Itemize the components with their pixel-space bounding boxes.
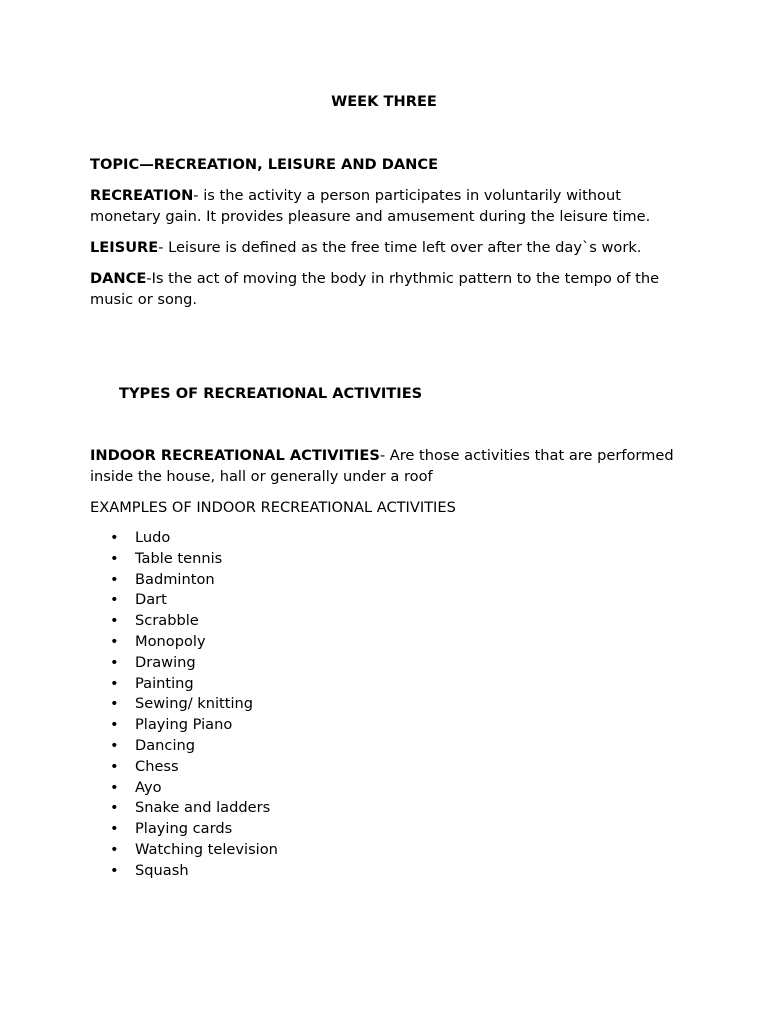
definition-dance	[90, 268, 680, 310]
definition-text: - Leisure is defined as the free time left over after the day`s work.	[158, 239, 642, 256]
indoor-term: INDOOR RECREATIONAL ACTIVITIES	[90, 447, 380, 464]
bullet-icon: •	[110, 674, 119, 692]
bullet-icon: •	[110, 549, 119, 567]
list-item	[90, 798, 278, 819]
definition-text: -Is the act of moving the body in rhythmic pattern to the tempo of the music or song.	[90, 270, 660, 308]
list-item	[90, 736, 278, 757]
definition-recreation	[90, 185, 680, 227]
bullet-icon: •	[110, 840, 119, 858]
list-item	[90, 715, 278, 736]
list-item-text: Playing cards	[135, 820, 233, 838]
definition-leisure	[90, 237, 680, 258]
list-item	[90, 653, 278, 674]
list-item-text: Painting	[135, 674, 194, 692]
list-item-text: Drawing	[135, 653, 196, 671]
list-item	[90, 819, 278, 840]
bullet-icon: •	[110, 695, 119, 713]
list-item	[90, 570, 278, 591]
bullet-icon: •	[110, 757, 119, 775]
list-item	[90, 757, 278, 778]
list-item-text: Badminton	[135, 570, 215, 588]
list-item-text: Scrabble	[135, 612, 199, 630]
types-heading: TYPES OF RECREATIONAL ACTIVITIES	[119, 385, 423, 402]
bullet-icon: •	[110, 529, 119, 546]
indoor-definition	[90, 445, 680, 487]
definition-term: RECREATION	[90, 187, 194, 204]
list-item	[90, 528, 278, 549]
bullet-icon: •	[110, 861, 119, 879]
list-item	[90, 694, 278, 715]
list-item-text: Chess	[135, 757, 179, 775]
list-item	[90, 840, 278, 861]
list-item-text: Snake and ladders	[135, 799, 271, 817]
indoor-text: - Are those activities that are performed inside the house, hall or generally under a roof	[90, 447, 674, 485]
list-item	[90, 674, 278, 695]
bullet-icon: •	[110, 736, 119, 754]
definition-term: DANCE	[90, 270, 147, 287]
bullet-icon: •	[110, 612, 119, 630]
definition-text: - is the activity a person participates in voluntarily without monetary gain. It provides pleasure and amusement during the leisure time.	[90, 187, 651, 225]
list-item-text: Playing Piano	[135, 716, 233, 734]
topic-heading: TOPIC—RECREATION, LEISURE AND DANCE	[90, 156, 439, 173]
list-item-text: Table tennis	[135, 549, 223, 567]
list-item-text: Monopoly	[135, 632, 206, 650]
list-item-text: Sewing/ knitting	[135, 695, 254, 713]
list-item	[90, 590, 278, 611]
list-item	[90, 549, 278, 570]
definition-term: LEISURE	[90, 239, 159, 256]
list-item-text: Ludo	[135, 529, 171, 546]
list-item	[90, 778, 278, 799]
document-title: WEEK THREE	[331, 93, 437, 110]
bullet-icon: •	[110, 570, 119, 588]
bullet-icon: •	[110, 799, 119, 817]
list-item-text: Ayo	[135, 778, 162, 796]
bullet-icon: •	[110, 778, 119, 796]
list-item-text: Watching television	[135, 840, 278, 858]
bullet-icon: •	[110, 632, 119, 650]
bullet-icon: •	[110, 820, 119, 838]
bullet-icon: •	[110, 653, 119, 671]
examples-list	[90, 528, 278, 882]
list-item	[90, 861, 278, 882]
bullet-icon: •	[110, 716, 119, 734]
list-item-text: Squash	[135, 861, 189, 879]
examples-heading: EXAMPLES OF INDOOR RECREATIONAL ACTIVITIES	[90, 499, 456, 516]
list-item-text: Dart	[135, 591, 167, 609]
bullet-icon: •	[110, 591, 119, 609]
list-item	[90, 632, 278, 653]
list-item	[90, 611, 278, 632]
list-item-text: Dancing	[135, 736, 196, 754]
